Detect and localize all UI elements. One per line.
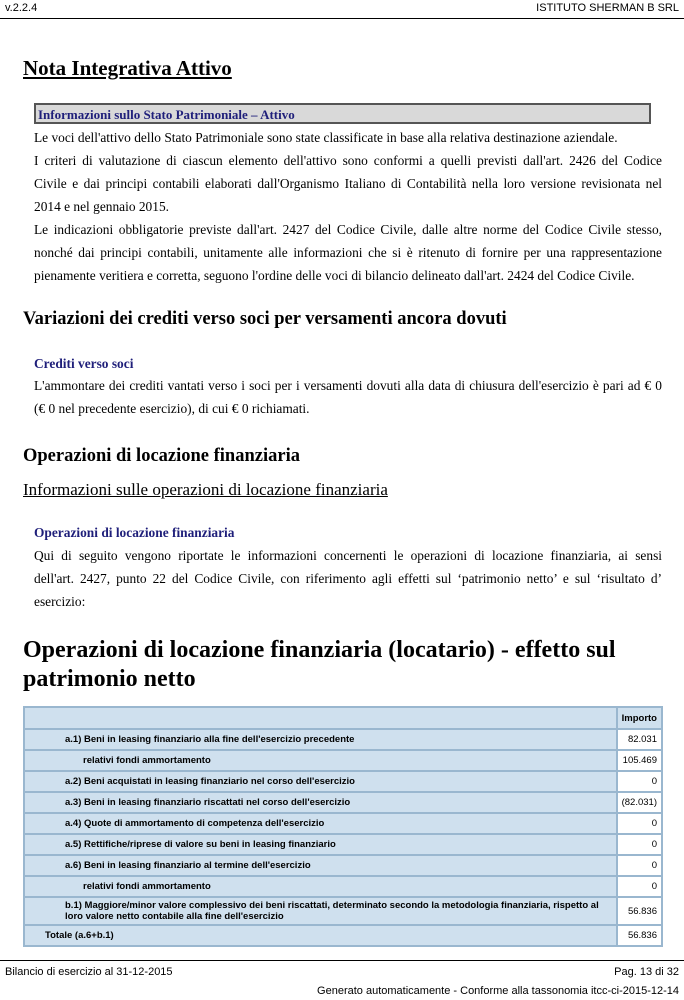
text-line: esercizio:: [34, 594, 86, 609]
row-value: 0: [617, 855, 662, 876]
row-label: a.6) Beni in leasing finanziario al termine dell'esercizio: [24, 855, 617, 876]
table-row-total: [24, 925, 662, 946]
paragraph-crediti: [34, 374, 662, 420]
info-box-title: Informazioni sullo Stato Patrimoniale – Attivo: [38, 107, 295, 122]
header-divider: [0, 18, 684, 19]
table-title-line: Operazioni di locazione finanziaria (locatario) - effetto sul: [23, 637, 616, 663]
row-label: a.1) Beni in leasing finanziario alla fine dell'esercizio precedente: [24, 729, 617, 750]
table-row: [24, 834, 662, 855]
table-header-empty: [24, 707, 617, 729]
text-line: I criteri di valutazione di ciascun elemento dell'attivo sono conformi a quelli previsti dall'art. 2426 del Codice: [34, 153, 662, 168]
row-label: a.2) Beni acquistati in leasing finanziario nel corso dell'esercizio: [24, 771, 617, 792]
table-row: [24, 897, 662, 925]
text-line: Qui di seguito vengono riportate le informazioni concernenti le operazioni di locazione finanziaria, ai sensi: [34, 548, 662, 563]
row-value: 56.836: [617, 925, 662, 946]
row-value: 56.836: [617, 897, 662, 925]
page-number: Pag. 13 di 32: [614, 966, 679, 978]
text-line: pienamente veritiera e corretta, seguono l'ordine delle voci di bilancio delineato dall'art. 2424 del Codice Civile.: [34, 268, 635, 283]
row-label: a.3) Beni in leasing finanziario riscattati nel corso dell'esercizio: [24, 792, 617, 813]
text-line: nonché dai principi contabili, unitamente alle informazioni che si è ritenuto di fornire per una rappresentazione: [34, 245, 662, 260]
table-row: [24, 729, 662, 750]
section-title-locazione: Operazioni di locazione finanziaria: [23, 446, 300, 466]
row-value: (82.031): [617, 792, 662, 813]
row-value: 0: [617, 834, 662, 855]
row-label: relativi fondi ammortamento: [24, 750, 617, 771]
table-title: [23, 636, 663, 694]
subtitle-informazioni-locazione: Informazioni sulle operazioni di locazione finanziaria: [23, 480, 388, 499]
table-row: [24, 792, 662, 813]
table-title-line: patrimonio netto: [23, 666, 196, 692]
section-title-crediti: Variazioni dei crediti verso soci per versamenti ancora dovuti: [23, 309, 507, 329]
paragraph-attivo: [34, 126, 662, 287]
row-label: relativi fondi ammortamento: [24, 876, 617, 897]
text-line: Civile e dai principi contabili elaborati dall'Organismo Italiano di Contabilità nella loro versione revisionata nel: [34, 176, 662, 191]
company-name: ISTITUTO SHERMAN B SRL: [536, 2, 679, 14]
text-line: 2014 e nel gennaio 2015.: [34, 199, 169, 214]
row-value: 0: [617, 813, 662, 834]
footer-document-title: Bilancio di esercizio al 31-12-2015: [5, 966, 173, 978]
page-header: [5, 2, 679, 16]
row-value: 105.469: [617, 750, 662, 771]
row-value: 82.031: [617, 729, 662, 750]
leasing-table: [23, 706, 663, 947]
row-value: 0: [617, 876, 662, 897]
info-box-stato-patrimoniale: [34, 103, 651, 124]
row-value: 0: [617, 771, 662, 792]
table-row: [24, 876, 662, 897]
row-label: Totale (a.6+b.1): [24, 925, 617, 946]
paragraph-locazione: [34, 544, 662, 613]
subtitle-crediti-verso-soci: Crediti verso soci: [34, 356, 134, 371]
text-line: Le voci dell'attivo dello Stato Patrimoniale sono state classificate in base alla relativa destinazione aziendale.: [34, 130, 618, 145]
row-label: a.4) Quote di ammortamento di competenza dell'esercizio: [24, 813, 617, 834]
footer-generated-note: Generato automaticamente - Conforme alla tassonomia itcc-ci-2015-12-14: [317, 985, 679, 997]
footer-divider: [0, 960, 684, 961]
table-row: [24, 855, 662, 876]
subtitle-operazioni-locazione: Operazioni di locazione finanziaria: [34, 525, 235, 540]
table-row: [24, 813, 662, 834]
table-header-row: [24, 707, 662, 729]
column-header-importo: Importo: [617, 707, 662, 729]
text-line: dell'art. 2427, punto 22 del Codice Civile, con riferimento agli effetti sul ‘patrimonio netto’ e sul ‘risultato d’: [34, 571, 662, 586]
text-line: Le indicazioni obbligatorie previste dall'art. 2427 del Codice Civile, dalle altre norme del Codice Civile stesso,: [34, 222, 662, 237]
table-row: [24, 771, 662, 792]
text-line: L'ammontare dei crediti vantati verso i soci per i versamenti dovuti alla data di chiusura dell'esercizio è pari ad € 0: [34, 378, 662, 393]
text-line: (€ 0 nel precedente esercizio), di cui € 0 richiamati.: [34, 401, 310, 416]
table-row: [24, 750, 662, 771]
row-label: b.1) Maggiore/minor valore complessivo dei beni riscattati, determinato secondo la metodologia finanziaria, rispetto al loro valore netto contabile alla fine dell'esercizio: [24, 897, 617, 925]
version-label: v.2.2.4: [5, 2, 38, 14]
row-label: a.5) Rettifiche/riprese di valore su beni in leasing finanziario: [24, 834, 617, 855]
section-title-attivo: Nota Integrativa Attivo: [23, 56, 232, 80]
